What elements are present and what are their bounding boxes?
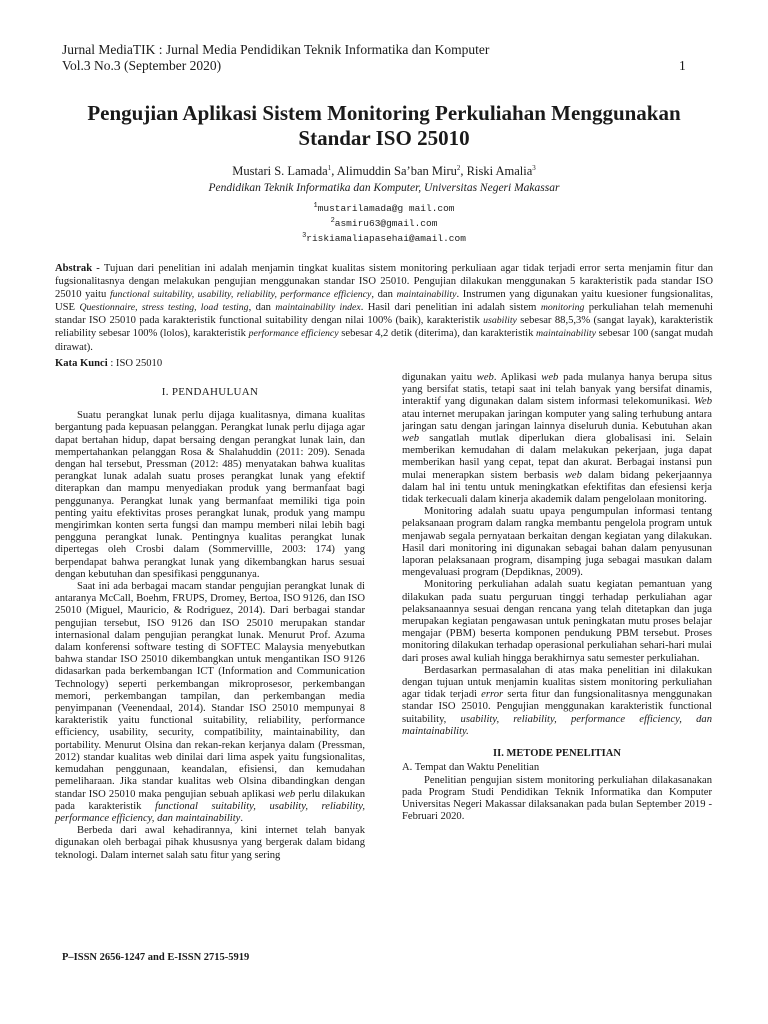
author-list: Mustari S. Lamada$^1$, Alimuddin Sa’ban Miru$^2$, Riski Amalia$^3$: [232, 164, 536, 179]
paragraph: Berbeda dari awal kehadirannya, kini internet telah banyak digunakan oleh berbagai pihak khususnya yang bergerak dalam bidang teknologi. Dalam internet salah satu fitur yang sering: [55, 825, 365, 861]
journal-volume: Vol.3 No.3 (September 2020): [62, 58, 222, 73]
subsection-heading: A. Tempat dan Waktu Penelitian: [402, 762, 540, 774]
paragraph: Suatu perangkat lunak perlu dijaga kualitasnya, dimana kualitas bergantung pada kepuasan pelanggan. Perangkat lunak perlu dijaga agar dapat bertahan hidup, dapat bersaing dengan perangkat lunak lain, dan mempertahankan pelanggan Rosa & Shalahuddin (2011: 209). Senada dengan hal tersebut, Pressman (2012: 485) menyatakan bahwa kualitas perangkat lunak adalah suatu proses perangkat lunak yang efektif diterapkan dan mampu menyediakan produk yang bermanfaat bagi penggunanya. Perangkat lunak yang bermanfaat memiliki tiga poin penting yaitu efektivitas proses perangkat lunak, produk yang mampu mengirimkan konten serta fungsi dan mampu memberi nilai lebih bagi pengguna perangkat lunak. Pentingnya kualitas perangkat lunak dipertegas oleh Crosbi dalam (Sommervillle, 2003: 174) yang berpendapat bahwa perangkat lunak yang dikembangkan harus sesuai dengan kebutuhan dan spesifikasi penggunanya.: [55, 410, 365, 580]
email-3[interactable]: $^3$riskiamaliapasehai@amail.com: [302, 232, 466, 245]
email-2[interactable]: $^2$asmiru63@gmail.com: [330, 217, 438, 230]
section-heading-2: II. METODE PENELITIAN: [493, 748, 621, 760]
paragraph: Saat ini ada berbagai macam standar pengujian perangkat lunak di antaranya McCall, Boehm, FRUPS, Dromey, Bertoa, ISO 9126, dan ISO 25010 (Miguel, Mauricio, & Rodriguez, 2014). Dari berbagai standar pengujian tersebut, ISO 9126 dan ISO 25010 merupakan standar internasional dalam pengujian perangkat lunak. Menurut Prof. Azuma dalam konferensi software testing di SOFTEC Malaysia menyebutkan bahwa standar ISO 25010 dikembangkan untuk mengantikan ISO 9126 didasarkan pada berkembangan ICT (Information and Communication Technology) seperti perkembangan mikroprosesor, perkembangan memori, perkembangan tampilan, dan perkembangan media penyimpanan (Veenendaal, 2014). Standar ISO 25010 mempunyai 8 karakteristik yaitu functional suitability, reliability, performance efficiency, usability, security, compatibility, maintainability, dan portability. Menurut Olsina dan rekan-rekan kerjanya dalam (Pressman, 2012) standar kualitas web dinilai dari lima aspek yaitu fungsionalitas, kemudahan penggunaan, keandalan, efisiensi, dan kemudahan pemeliharaan. Jika standar kualitas web Olsina dibandingkan dengan standar ISO 25010 maka pengujian sebuah aplikasi web perlu dilakukan pada karakteristik functional suitability, usability, reliability, performance efficiency, dan maintainability.: [55, 581, 365, 824]
email-1[interactable]: $^1$mustarilamada@g mail.com: [313, 202, 455, 215]
keywords: Kata Kunci : ISO 25010: [55, 358, 163, 369]
journal-name: Jurnal MediaTIK : Jurnal Media Pendidikan Teknik Informatika dan Komputer: [62, 42, 490, 57]
paragraph: digunakan yaitu web. Aplikasi web pada mulanya hanya berupa situs yang bersifat statis, tetapi saat ini telah banyak yang bersifat dinamis, interaktif yang digunakan dalam sistem informasi telekomunikasi. Web atau internet merupakan jaringan komputer yang saling terhubung antara jaringan satu dengan jaringan lainnya diseluruh dunia. Kebutuhan akan web sangatlah mutlak diperlukan diera globalisasi ini. Selain memberikan kemudahan di dalam melakukan pekerjaan, juga dapat memberikan hasil yang cepat, tepat dan akurat. Berbagai instansi pun mulai menerapkan sistem berbasis web dalam bidang pekerjaannya dalam hal ini tentu untuk meningkatkan efektifitas dan efesiensi kerja tidak terkecuali dalam kinerja akademik dalam pengelolaan monitoring.: [402, 372, 712, 506]
page-number: 1: [679, 58, 686, 73]
paper-title: Pengujian Aplikasi Sistem Monitoring Perkuliahan Menggunakan Standar ISO 25010: [87, 101, 681, 150]
paragraph: Penelitian pengujian sistem monitoring perkuliahan dilakasanakan pada Program Studi Pendidikan Teknik Informatika dan Komputer Universitas Negeri Makassar dilaksanakan pada bulan September 2019 - Februari 2020.: [402, 774, 712, 823]
issn-footer: P–ISSN 2656-1247 and E-ISSN 2715-5919: [62, 952, 250, 963]
abstract: Abstrak - Tujuan dari penelitian ini adalah menjamin tingkat kualitas sistem monitoring perkuliaan agar tidak terjadi error serta menjamin fitur dan fugsionalitasnya dengan melakukan pengujian menggunakan standar ISO 25010. Pengujian dilakukan menggunakan 5 karakteristik pada standar ISO 25010 yaitu functional suitability, usability, reliability, performance efficiency, dan maintainability. Instrumen yang digunakan yaitu kuesioner fungsionalitas, USE Questionnaire, stress testing, load testing, dan maintainability index. Hasil dari penelitian ini adalah sistem monitoring perkuliahan telah memenuhi standar ISO 25010 pada karakteristik functional suitability dengan nilai 100% (baik), karakteristik usability sebesar 88,5,3% (sangat layak), karakteristik reliability sebesar 100% (lolos), karakteristik performance efficiency sebesar 4,2 detik (diterima), dan karakteristik maintainability sebesar 100 (sangat mudah dirawat).: [55, 263, 714, 353]
paragraph: Berdasarkan permasalahan di atas maka penelitian ini dilakukan dengan tujuan untuk menjamin kualitas sistem monitoring perkuliahan agar tidak terjadi error serta fitur dan fungsionalitasnya menggunakan standar ISO 25010. Pengujian menggunakan karakteristik functional suitability, usability, reliability, performance efficiency, dan maintainability.: [402, 664, 713, 737]
right-column: [402, 372, 712, 823]
section-heading-1: I. PENDAHULUAN: [161, 386, 259, 398]
affiliation: Pendidikan Teknik Informatika dan Komputer, Universitas Negeri Makassar: [208, 182, 560, 194]
paragraph: Monitoring adalah suatu upaya pengumpulan informasi tentang pelaksanaan program dalam rangka membantu pengelola program untuk menjawab segala pernyataan berkaitan dengan kegiatan yang dilakukan. Hasil dari monitoring ini digunakan sebagai bahan dalam penyusunan laporan pelaksanaan program, disamping juga sebagai masukan dalam mengevaluasi program (Depdiknas, 2009).: [402, 506, 712, 579]
paragraph: Monitoring perkuliahan adalah suatu kegiatan pemantuan yang dilakukan pada suatu perguruan tinggi terhadap perkuliahan agar pelaksanaannya sesuai dengan rencana yang telah ditetapkan dan juga merupakan kegiatan pengawasan untuk peningkatan mutu proses belajar mengajar (PBM) beserta komponen pendukung PBM tersebut. Proses monitoring dilakukan terhadap operasional perkuliahan sehari-hari mulai dari proses awal kuliah hingga berakhirnya satu semester perkuliahan.: [402, 579, 712, 664]
author-2: Alimuddin Sa’ban Miru: [336, 164, 457, 179]
author-3: Riski Amalia: [466, 164, 533, 179]
journal-header: [62, 42, 489, 74]
email-list: [40, 200, 728, 245]
left-column: [55, 380, 365, 862]
author-1: Mustari S. Lamada: [232, 164, 328, 179]
